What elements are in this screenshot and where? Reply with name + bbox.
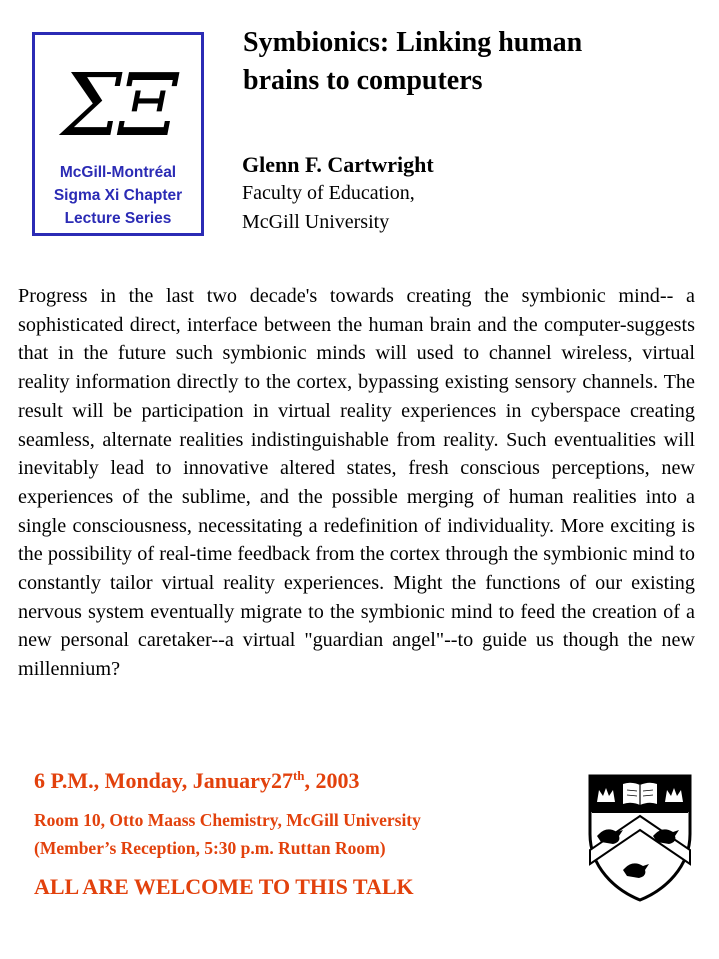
sigma-xi-letters: ΣΞ: [61, 56, 175, 156]
mcgill-crest-icon: [585, 772, 695, 902]
talk-title-line-1: Symbionics: Linking human: [243, 27, 583, 58]
event-datetime-ordinal: th: [292, 768, 305, 783]
event-location: [34, 806, 554, 862]
event-room: Room 10, Otto Maass Chemistry, McGill University: [34, 810, 421, 830]
welcome-banner: ALL ARE WELCOME TO THIS TALK: [34, 874, 414, 899]
event-details: [34, 764, 554, 902]
event-datetime-main: 6 P.M., Monday, January27: [34, 768, 293, 793]
talk-title-line-2: brains to computers: [243, 65, 483, 96]
event-datetime-year: , 2003: [304, 768, 360, 793]
event-reception: (Member’s Reception, 5:30 p.m. Ruttan Room): [34, 838, 386, 858]
talk-title: [243, 24, 693, 100]
chapter-line-2: Sigma Xi Chapter: [53, 187, 183, 204]
affiliation-line-2: McGill University: [242, 211, 390, 233]
abstract-text: Progress in the last two decade's towards creating the symbionic mind-- a sophisticated direct, interface between the human brain and the computer-suggests that in the future such symbionic minds will used to channel wireless, virtual reality information directly to the cortex, bypassing existing sensory channels. The result will be participation in virtual reality experiences in cyberspace creating seamless, alternate realities indistinguishable from reality. Such eventualities will inevitably lead to innovative altered states, fresh conscious perceptions, new experiences of the sublime, and the possible merging of human realities into a single consciousness, necessitating a redefinition of individuality. More exciting is the possibility of real-time feedback from the cortex through the symbionic mind to constantly tailor virtual reality experiences. Might the functions of our existing nervous system eventually migrate to the symbionic mind to feed the creation of a new personal caretaker--a virtual "guardian angel"--to guide us though the new millennium?: [18, 285, 695, 681]
chapter-name: [35, 161, 201, 230]
chapter-line-1: McGill-Montréal: [59, 164, 177, 181]
sigma-xi-logo: [32, 32, 204, 236]
affiliation-line-1: Faculty of Education,: [242, 182, 415, 204]
chapter-line-3: Lecture Series: [64, 210, 172, 227]
speaker-name: Glenn F. Cartwright: [242, 152, 434, 177]
event-datetime: [34, 764, 554, 798]
speaker-block: [242, 150, 682, 237]
